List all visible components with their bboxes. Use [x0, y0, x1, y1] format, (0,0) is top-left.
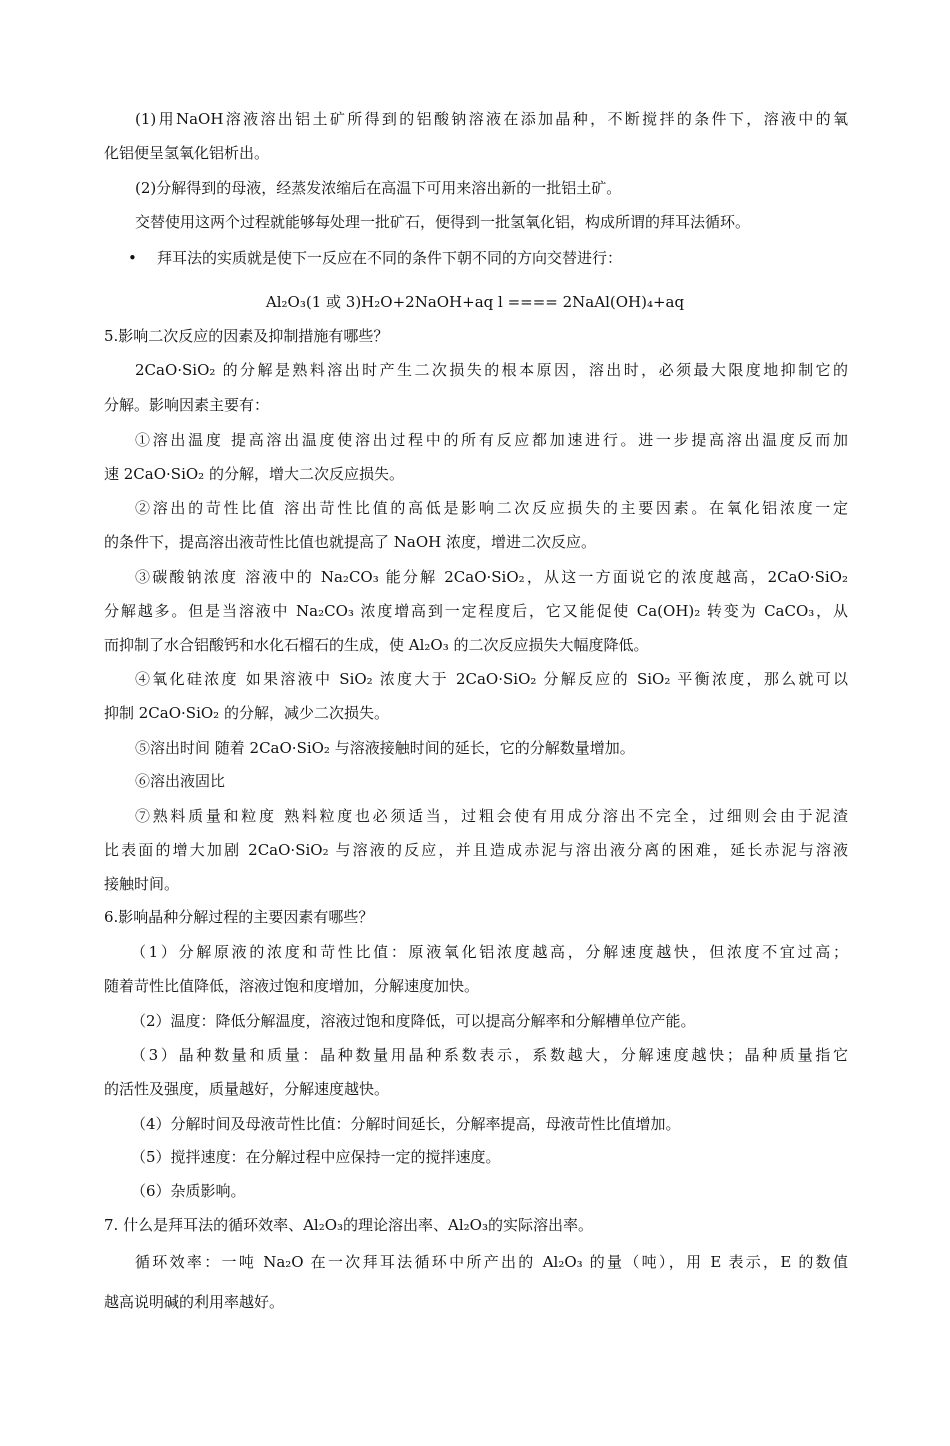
paragraph-line: 化铝便呈氢氧化铝析出。: [104, 144, 270, 162]
paragraph-line: 分解越多。但是当溶液中 Na₂CO₃ 浓度增高到一定程度后，它又能促使 Ca(OH)₂ 转变为 CaCO₃，从: [104, 602, 848, 620]
section-heading: 5.影响二次反应的因素及抑制措施有哪些？: [104, 327, 389, 345]
paragraph-line: 分解。影响因素主要有：: [104, 396, 270, 414]
paragraph-line: （6）杂质影响。: [131, 1182, 246, 1200]
paragraph-line: 循环效率：一吨 Na₂O 在一次拜耳法循环中所产出的 Al₂O₃ 的量（吨），用 E 表示，E 的数值: [135, 1253, 848, 1271]
paragraph-line: ②溶出的苛性比值 溶出苛性比值的高低是影响二次反应损失的主要因素。在氧化铝浓度一定: [135, 499, 848, 517]
paragraph-line: 的条件下，提高溶出液苛性比值也就提高了 NaOH 浓度，增进二次反应。: [104, 533, 596, 551]
paragraph-line: (2)分解得到的母液，经蒸发浓缩后在高温下可用来溶出新的一批铝土矿。: [135, 179, 622, 197]
paragraph-line: 抑制 2CaO·SiO₂ 的分解，减少二次损失。: [104, 704, 389, 722]
bullet-icon: •: [128, 249, 137, 267]
paragraph-line: 随着苛性比值降低，溶液过饱和度增加，分解速度加快。: [104, 977, 480, 995]
chemical-equation: Al₂O₃(1 或 3)H₂O+2NaOH+aq l ==== 2NaAl(OH)₄+aq: [265, 293, 685, 311]
paragraph-line: 2CaO·SiO₂ 的分解是熟料溶出时产生二次损失的根本原因，溶出时，必须最大限度地抑制它的: [135, 361, 848, 379]
paragraph-line: 交替使用这两个过程就能够每处理一批矿石，便得到一批氢氧化铝，构成所谓的拜耳法循环。: [135, 213, 751, 231]
paragraph-line: （1）分解原液的浓度和苛性比值：原液氧化铝浓度越高，分解速度越快，但浓度不宜过高；: [131, 943, 848, 961]
paragraph-line: （4）分解时间及母液苛性比值：分解时间延长，分解率提高，母液苛性比值增加。: [131, 1115, 681, 1133]
paragraph-line: 比表面的增大加剧 2CaO·SiO₂ 与溶液的反应，并且造成赤泥与溶出液分离的困难，延长赤泥与溶液: [104, 841, 848, 859]
paragraph-line: ③碳酸钠浓度 溶液中的 Na₂CO₃ 能分解 2CaO·SiO₂，从这一方面说它的浓度越高，2CaO·SiO₂: [135, 568, 848, 586]
paragraph-line: 越高说明碱的利用率越好。: [104, 1293, 285, 1311]
paragraph-line: 速 2CaO·SiO₂ 的分解，增大二次反应损失。: [104, 465, 404, 483]
paragraph-line: (1)用NaOH溶液溶出铝土矿所得到的铝酸钠溶液在添加晶种，不断搅拌的条件下，溶液中的氧: [135, 110, 848, 128]
paragraph-line: 的活性及强度，质量越好，分解速度越快。: [104, 1080, 390, 1098]
paragraph-line: （5）搅拌速度：在分解过程中应保持一定的搅拌速度。: [131, 1148, 501, 1166]
section-heading: 7. 什么是拜耳法的循环效率、Al₂O₃的理论溶出率、Al₂O₃的实际溶出率。: [104, 1216, 593, 1234]
paragraph-line: ①溶出温度 提高溶出温度使溶出过程中的所有反应都加速进行。进一步提高溶出温度反而加: [135, 431, 848, 449]
paragraph-line: （2）温度：降低分解温度，溶液过饱和度降低，可以提高分解率和分解槽单位产能。: [131, 1012, 696, 1030]
paragraph-line: （3）晶种数量和质量：晶种数量用晶种系数表示，系数越大，分解速度越快；晶种质量指它: [131, 1046, 848, 1064]
bullet-item: 拜耳法的实质就是使下一反应在不同的条件下朝不同的方向交替进行：: [157, 249, 623, 267]
paragraph-line: 而抑制了水合铝酸钙和水化石榴石的生成，使 Al₂O₃ 的二次反应损失大幅度降低。: [104, 636, 649, 654]
paragraph-line: ⑥溶出液固比: [135, 772, 226, 790]
paragraph-line: ⑦熟料质量和粒度 熟料粒度也必须适当，过粗会使有用成分溶出不完全，过细则会由于泥渣: [135, 807, 848, 825]
paragraph-line: 接触时间。: [104, 875, 180, 893]
section-heading: 6.影响晶种分解过程的主要因素有哪些？: [104, 908, 374, 926]
paragraph-line: ⑤溶出时间 随着 2CaO·SiO₂ 与溶液接触时间的延长，它的分解数量增加。: [135, 739, 635, 757]
paragraph-line: ④氧化硅浓度 如果溶液中 SiO₂ 浓度大于 2CaO·SiO₂ 分解反应的 SiO₂ 平衡浓度，那么就可以: [135, 670, 848, 688]
